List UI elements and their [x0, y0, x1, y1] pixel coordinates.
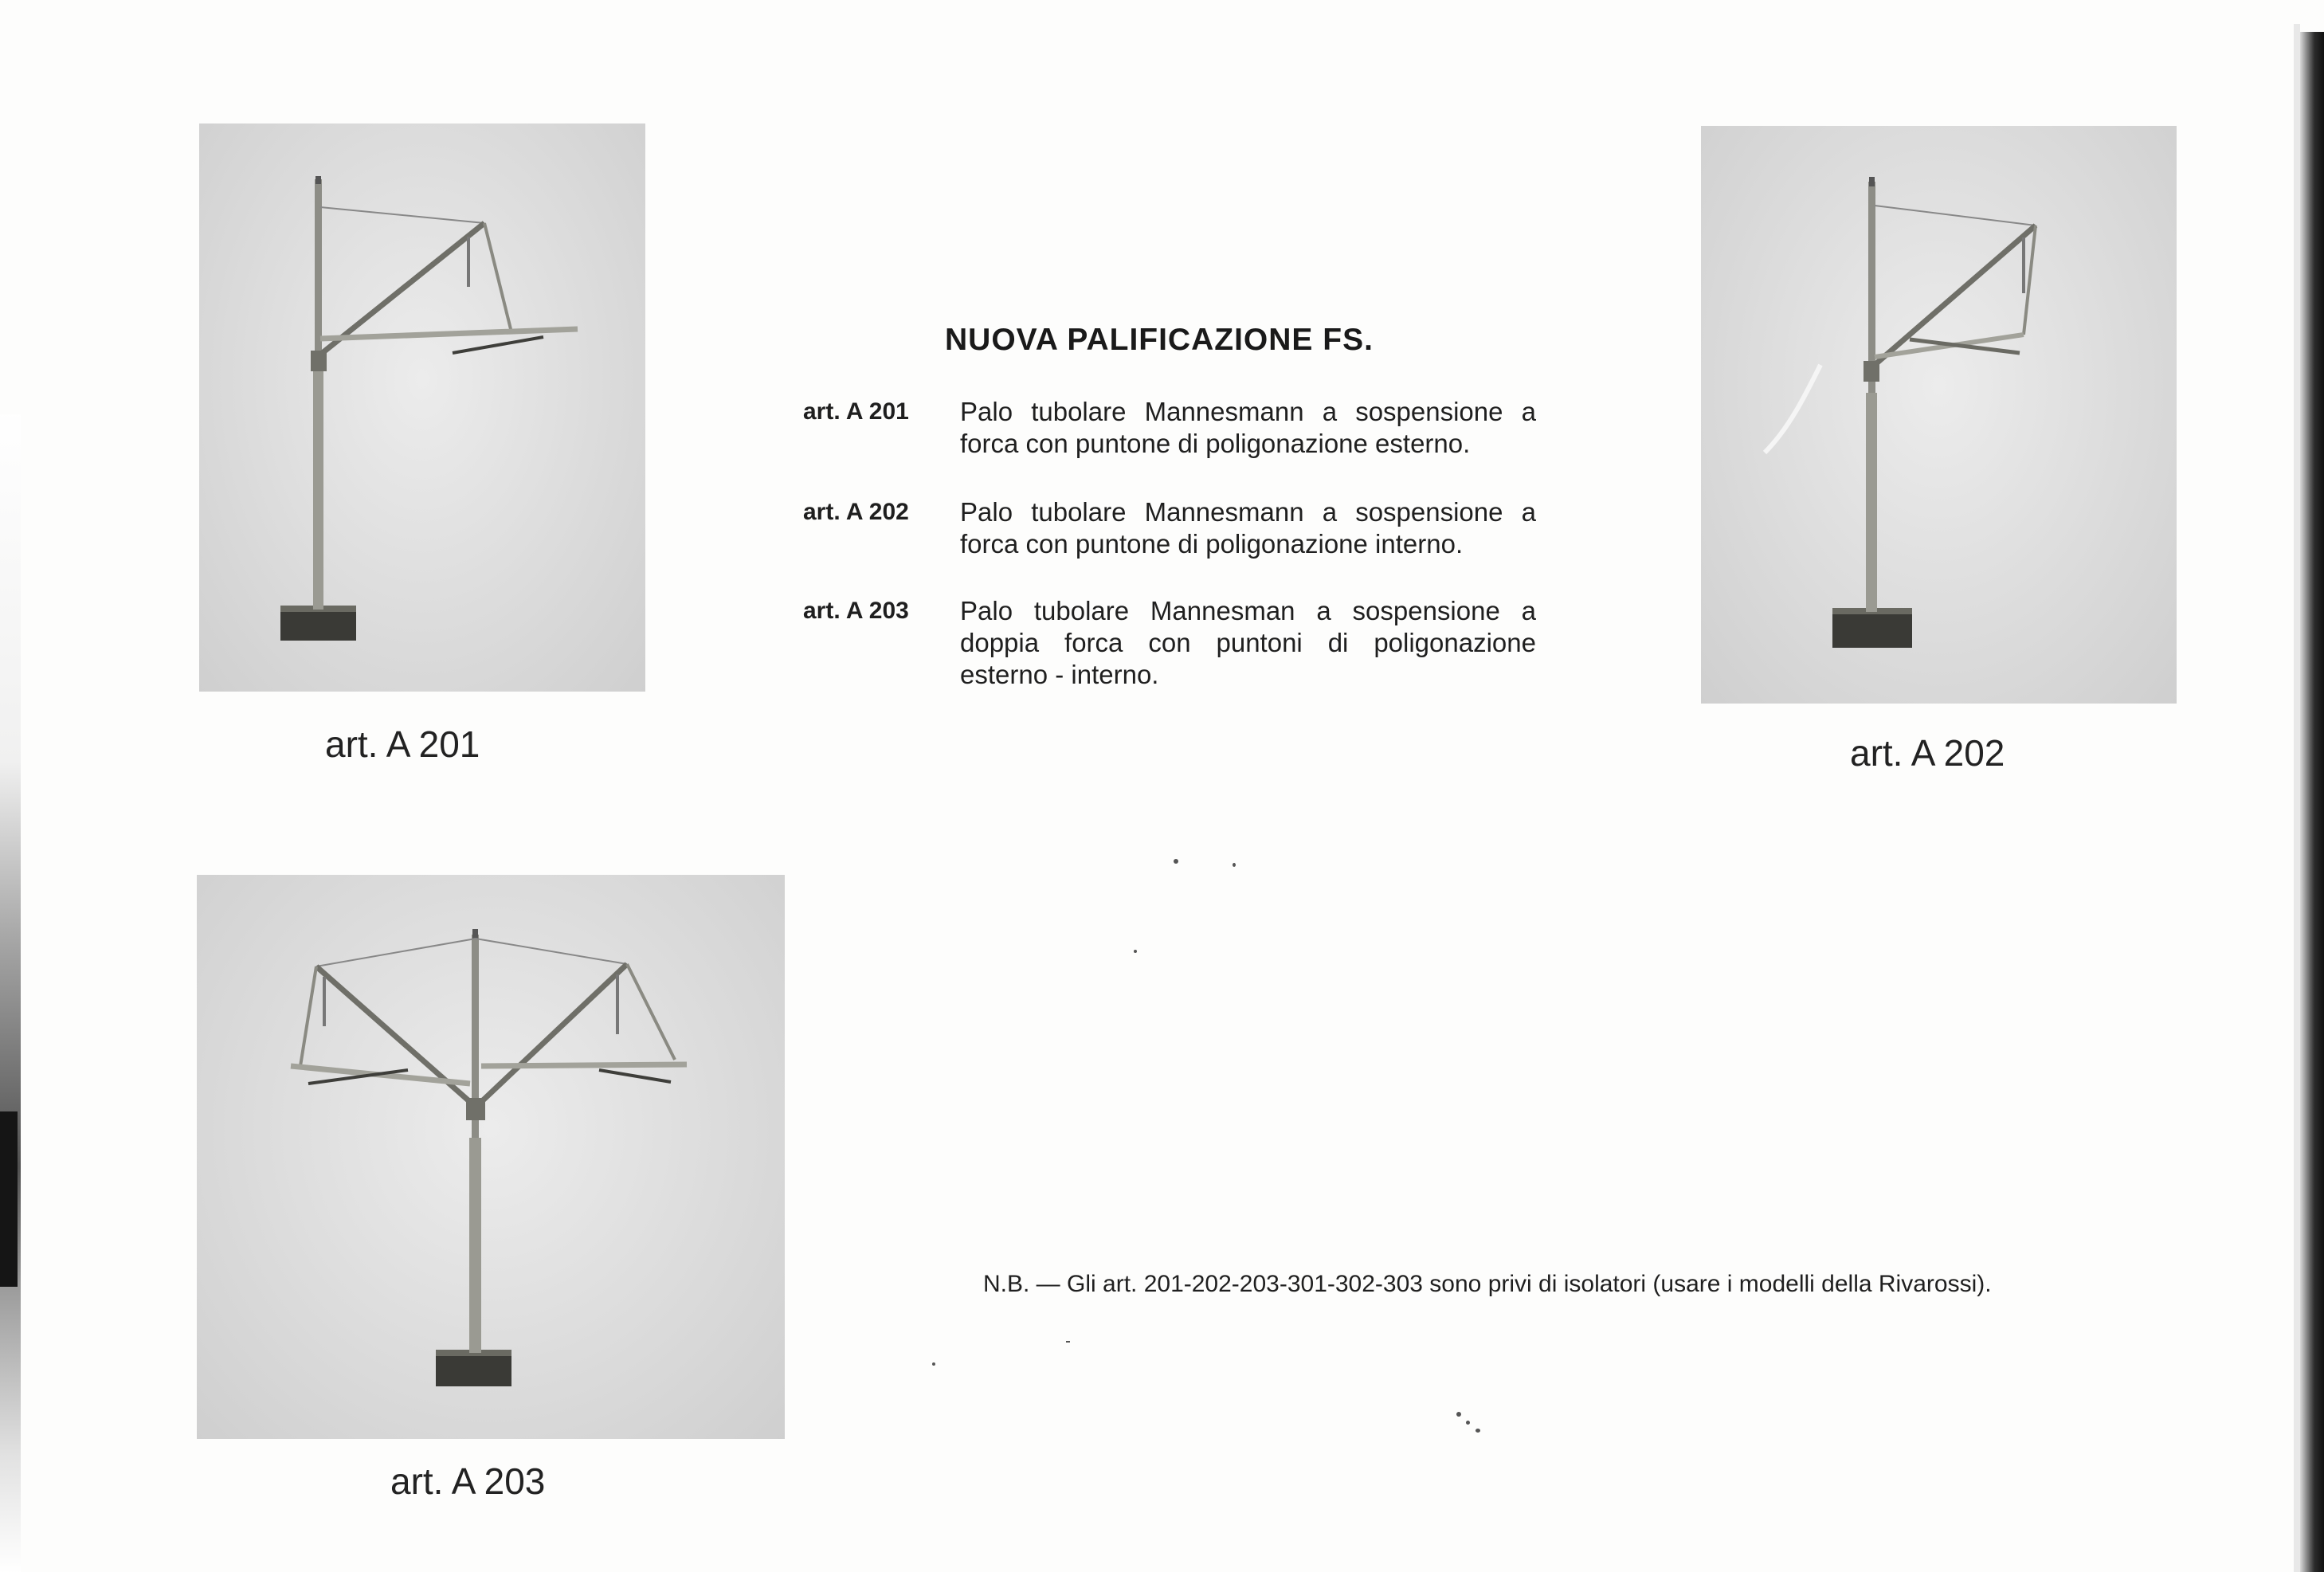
pole-a202-illustration	[1701, 126, 2177, 704]
scan-speck	[1066, 1341, 1070, 1343]
scan-edge-right-inner	[2294, 24, 2300, 1572]
entry-a201	[803, 396, 1536, 460]
scan-speck	[1233, 863, 1236, 867]
pole-a201-illustration	[199, 123, 645, 692]
photo-caption: art. A 203	[390, 1460, 546, 1502]
photo-art-a202	[1701, 126, 2177, 704]
pole-a203-illustration	[197, 875, 785, 1439]
entry-code: art. A 203	[803, 598, 909, 624]
scan-speck	[1476, 1429, 1480, 1433]
scan-speck	[1466, 1421, 1470, 1425]
entry-code: art. A 201	[803, 398, 909, 425]
photo-caption: art. A 202	[1850, 732, 2005, 774]
photo-art-a203	[197, 875, 785, 1439]
entry-description: Palo tubolare Mannesmann a sospensione a forca con puntone di poligonazione interno.	[960, 497, 1536, 559]
scan-edge-left-dark	[0, 1111, 18, 1287]
entry-description: Palo tubolare Mannesmann a sospensione a forca con puntone di poligonazione esterno.	[960, 397, 1536, 458]
entry-a202	[803, 496, 1536, 560]
scan-speck	[932, 1362, 935, 1366]
footnote: N.B. — Gli art. 201-202-203-301-302-303 sono privi di isolatori (usare i modelli della Rivarossi).	[983, 1271, 1992, 1297]
entry-a203	[803, 595, 1536, 691]
page-title: NUOVA PALIFICAZIONE FS.	[945, 323, 1374, 357]
scan-edge-left	[0, 414, 21, 1572]
scan-speck	[1174, 859, 1178, 864]
scan-speck	[1456, 1412, 1461, 1417]
entry-code: art. A 202	[803, 499, 909, 525]
entry-description: Palo tubolare Mannesman a sospensione a doppia forca con puntoni di poligonazione esterno - interno.	[960, 596, 1536, 689]
scan-edge-right	[2300, 32, 2324, 1572]
photo-caption: art. A 201	[325, 723, 480, 765]
photo-art-a201	[199, 123, 645, 692]
scan-speck	[1134, 950, 1137, 953]
